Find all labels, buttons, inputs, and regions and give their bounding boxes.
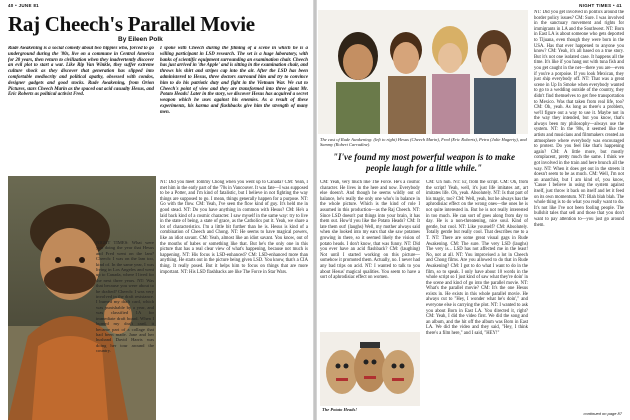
- article-byline: By Eileen Polk: [118, 36, 163, 43]
- cast-photo-caption: The cast of Rude Awakening: (left to right) Hesus (Cheech Marin), Fred (Eric Roberts), Petra (Julie Hagerty), and Sammy (Robert Carradine).: [320, 137, 527, 148]
- right-page: [316, 0, 630, 420]
- right-column-a: CM: Yeah, very much like The Force. He's a cosmic character. He lives in the here and now. Everybody else doesn't. And though he seems wildly out of balance, he's really the only one who's in balance in the whole picture. Which is the kind of role I assumed in this production—as the Raj Cheech. NT: Since LSD doesn't put things into your brain, it has them out. How'd you like the Potato Heads? CM: It late them out! (laughs) Well, my mother always said when she looked into my ears that she saw potatoes growing in there, so it seemed likely the vision of potato heads. I don't know, that was funny. NT: Did you ever have an acid flashback? CM: (laughing) Not until I started working on this picture—somehow it promoted them. Actually, no. I never had any bad trips on acid. NT: I wanted to talk to you about Hesus' magical qualities. You seem to have a sort of aphrodisiac effect on women.: [320, 180, 420, 281]
- right-folio: NIGHT TIMES • 41: [579, 3, 622, 8]
- right-column-b: CM: Uh huh. NT: Er, from the script. CM: Oh, from the script! Yeah, well, it's just life imitates art, art imitates life. Oh, yeah. Absolutely. NT: Is that part of his magic, too? CM: Well, yeah, but he always has the aphrodisiac effect on the wrong ones—the ones he is not quite interested in. But he is not really interested in too much. He can sort of goes along from day to day. He is a non-threatening, nice soul. Kind of gentle, but cool. NT: Like yourself? CM: Absolutely. Totally gentle but really cool. That describes me to a T. NT: There are some great visual gags in Rude Awakening. CM: The sure. The very LSD (laughs) The very is... LSD has not affected me in the least! No, not at all. NT: You improvised a lot in Cheech and Chong films. Are you allowed to do that in Rude Awakening? CM: I got to do what I want to do in the film, so to speak. I only have about 10 words in the whole script so I just kind of saw what they're doin' in the scene and kind of go into the parallel movie. NT: What's the parallel movie? CM: It's the one Hesus exists in. He exists in this whole parallel movie. He always cut to "Hey, I wonder what he's doin'," and everyone else is carrying the plot. NT: I wanted to ask you about Born in East LA. You directed it, right? CM: Yeah, I did the video first. We did the song and an album, and the hit off the album was Born in East LA. We did the video and they said, "Hey, I think there's a film here," and I said, "HEY!": [426, 180, 528, 337]
- left-folio: 40 • JUNE 81: [8, 3, 39, 8]
- potato-heads-photo: [320, 332, 420, 406]
- potato-heads-image: [320, 332, 420, 406]
- cast-group-photo: [318, 10, 528, 134]
- left-page: [0, 0, 314, 420]
- right-column-c: NT: Did you get involved in politics around the border policy issues? CM: Sure. I was involved in the sanctuary movement and rights for immigrants in LA and the Southwest. NT: Born in East LA is about someone who gets deported to Tijuana, even though they were born in the USA. Has that ever happened to anyone you know? CM: Yeah, it's all based on a true story. But it's not one isolated case. It happens all the time. It's like if you hang out with tuna fish and you get caught in the net—there you are—even if you're a porpoise. If you look Mexican, they just ship everybody off. NT: That was a great scene in Up In Smoke when everybody wanted to go to a wedding outside of the country, they didn't find themselves to get free transportation to Mexico. Was that taken from real life, too? CM: Oh, yeah. As long as there's a problem, we'll figure out a way to use it. Maybe not in the way they intended, but you know, that's always been my philosophy—always use the system. NT: In the '80s, it seemed like the artists and musicians and filmmakers created an atmosphere where everybody was encouraged to protest. Do you feel like that's happening again? CM: A little more, but mostly complacent, pretty much the same. I think we got involved in the train and here brunch all the way. NT: When it does get out in the streets it doesn't seem to be as much. CM: Well, I'm not an anarchist, but I am kind of, you know, 'Cause I believe in using the system against itself, just throw it back on itself and let it feed on its own momentum. NT: Blah blah blah. The whole thing is to do what you really want to do. It's not like I've not been fooling people. The bullshit tales that sell and those that you don't want to pay attention to—you just go around them.: [534, 10, 624, 228]
- lede-column-2: I spoke with Cheech during the filming of a scene in which he is a willing participant in LSD research. The set is a huge laboratory, with banks of scientific equipment surrounding an examination chair. Cheech has just arrived in 'the Apple' and is sitting in the examination chair, and throws his shirt and stripes cap into the air. After the LSD has been administered to Hesus, three doctors surround him and try to convince him to do his patriotic duty and fight in the Vietnam War. We cut to Cheech's point of view and they are transformed into three giant Mr. Potato Heads! Later in the story, we discover Hesus has acquired a secret weapon which he uses against his enemies. As a result of these experiments, his karma and flashbacks give him the strength of many men.: [160, 46, 308, 115]
- cast-group-image: [318, 10, 528, 134]
- potato-heads-caption: The Potato Heads!: [322, 407, 357, 412]
- article-headline: Raj Cheech's Parallel Movie: [8, 12, 255, 36]
- interview-column-2: NT: Did you meet Tommy Chong when you went up to Canada? CM: Yeah, I met him in the early part of the '70s in Vancouver. It was fate—I was supposed to be a Potter, and I'm kind of fatalistic, but I believe in not fighting the way things are supposed to go. I mean, things generally happen for a purpose. NT: Go with the flow. CM: Yeah, I've seen the flow kind of guy. It's held me in good stead. NT: Do you have anything in common with Hesus? CM: He's a laid back kind of a cosmic character. I saw myself in the same way: try to live in the state of being, a state of grace, as the Catholics put it. Yeah, we share a lot of characteristics. I'm a little bit further than he is. Hesus is kind of a combination of Cheech and Chong. NT: He seems to have magical powers, like an idiot savant. CM: Yeah, almost like an idiot savant. You know, out of the mouths of babes or something like that. But he's the only one in this picture that has a real clear view of what's happening, because not much is happening. NT: His focus is LSD-enhanced? CM: LSD-enhanced more than anything. He starts out in the picture being given LSD. You know, that's a CIA thing. It really posed. But it helps him to focus on things that are more important. NT: His LSD flashbacks are like The Force in Star Wars.: [160, 180, 308, 275]
- interview-column-1: NIGHT TIMES: What were you doing the year that Hesus and Fred went on the lam? Cheech: I was on the lam too, kind of. In the same year, I was living in Los Angeles and went up to Canada, where I lived for the next three years. NT: Was that because you were about to be drafted? Cheech: I was very involved in the draft resistance. I burned my draft card, which was punishable by a year, and was classified 1A for immediate draft board. When I burned my draft card, it became part of a collage that had been made. Jane and her husband David Harris was doing her tour around the country.: [96, 240, 154, 354]
- lede-column-1: Rude Awakening is a social comedy about two hippies who, forced to go underground during the '80s, live on a commune in Central America for 20 years, then return to civilization when they inadvertently discover an evil plot to start a war. Like Rip Van Winkle, they suffer extreme culture shock as they discover that generation has slipped into comfortable mediocrity and political apathy, obsessed with condos, designer gadgets and good stocks. Rude Awakening, from Orion Pictures, stars Cheech Marin as the spaced out acid casualty Hesus, and Eric Roberts as political activist Fred.: [8, 46, 154, 98]
- pull-quote: "I've found my most powerful weapon is to make people laugh for a little while.": [333, 152, 515, 173]
- continued-note: continued on page 87: [583, 411, 622, 416]
